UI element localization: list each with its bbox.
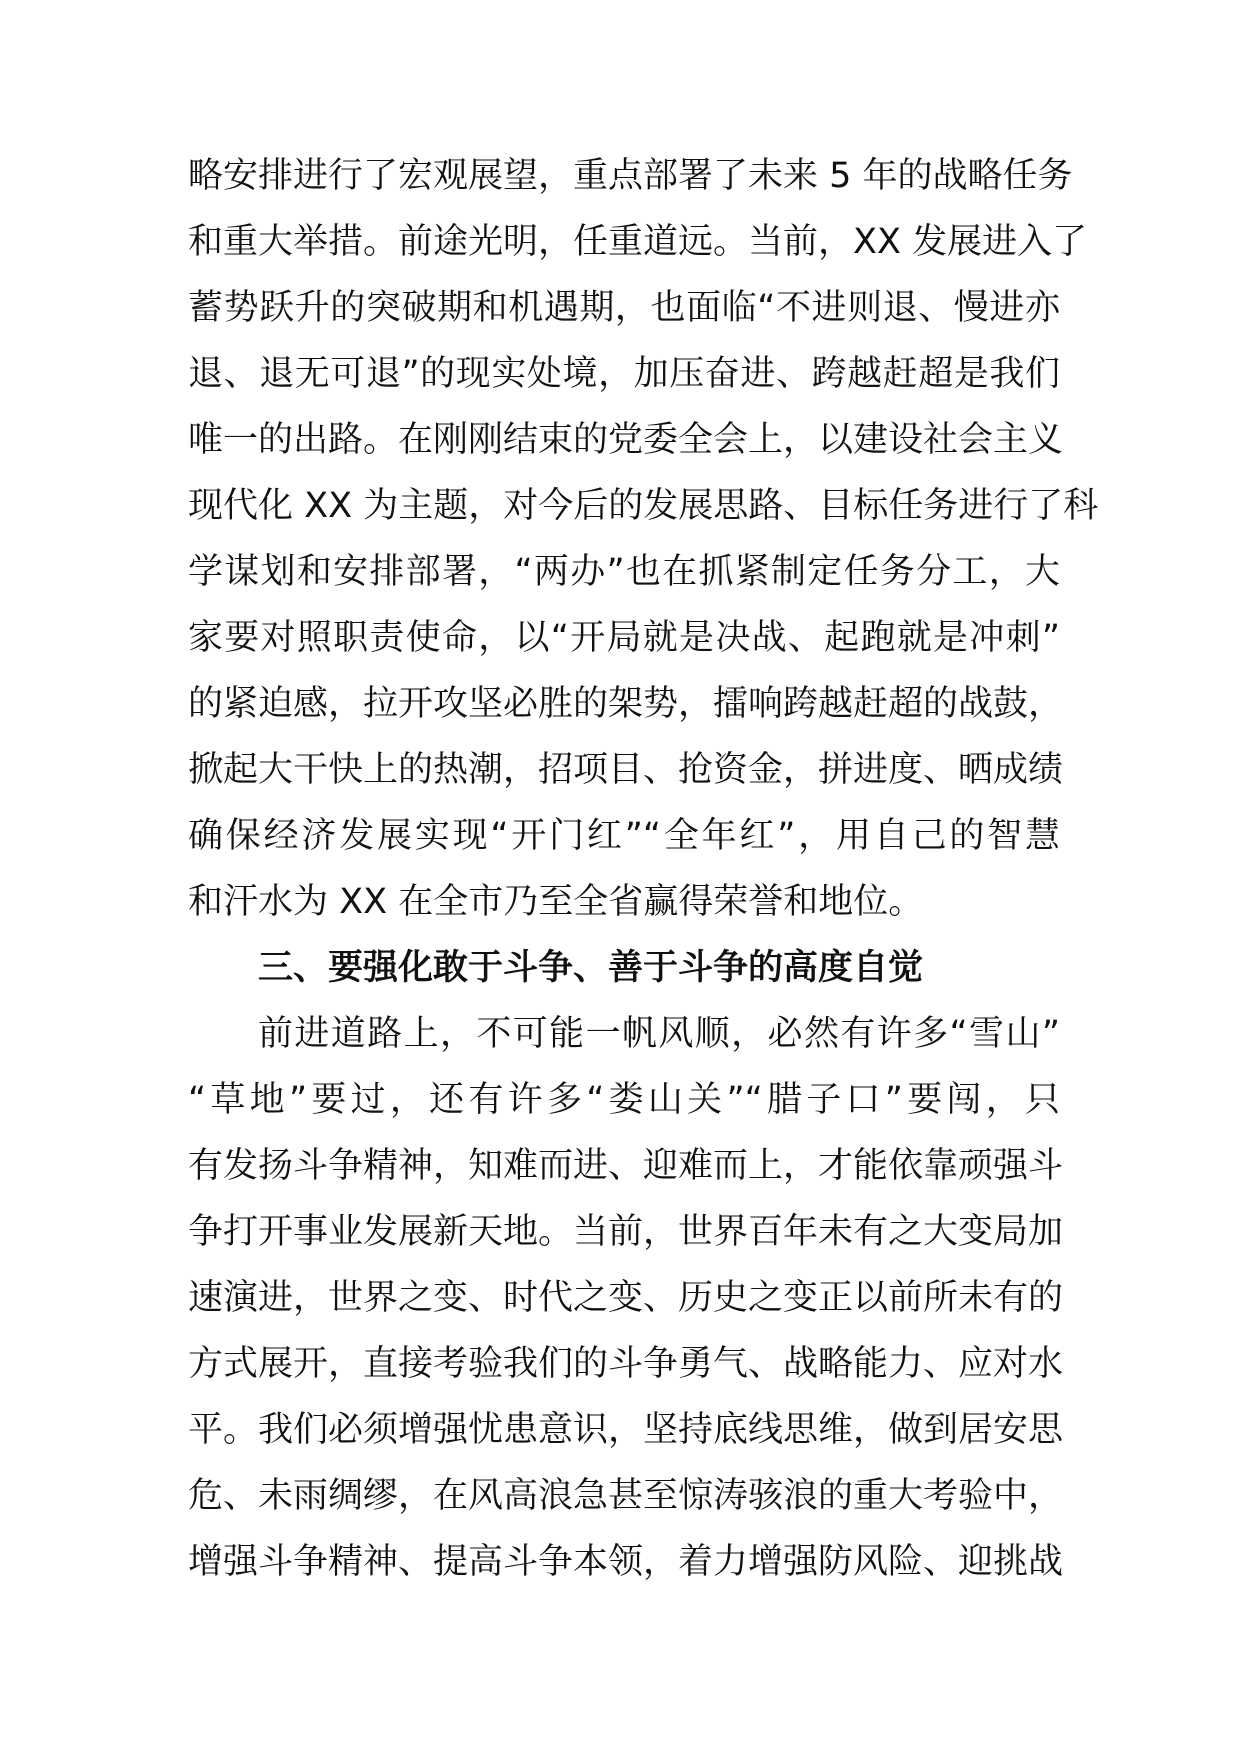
paragraph-line: 唯一的出路。在刚刚结束的党委全会上，以建设社会主义: [188, 420, 1064, 460]
paragraph-line: 争打开事业发展新天地。当前，世界百年未有之大变局加: [188, 1212, 1064, 1252]
paragraph-line: 有发扬斗争精神，知难而进、迎难而上，才能依靠顽强斗: [188, 1146, 1064, 1186]
paragraph-line: 和汗水为 XX 在全市乃至全省赢得荣誉和地位。: [188, 882, 924, 922]
paragraph-line: 略安排进行了宏观展望，重点部署了未来 5 年的战略任务: [188, 156, 1073, 196]
paragraph-line: 危、未雨绸缪，在风高浪急甚至惊涛骇浪的重大考验中，: [188, 1476, 1064, 1516]
paragraph-line: 的紧迫感，拉开攻坚必胜的架势，擂响跨越赶超的战鼓，: [188, 684, 1064, 724]
paragraph-line: 增强斗争精神、提高斗争本领，着力增强防风险、迎挑战: [188, 1542, 1064, 1582]
paragraph-line: 家要对照职责使命，以“开局就是决战、起跑就是冲刺”: [188, 618, 1060, 658]
paragraph-line: “草地”要过，还有许多“娄山关”“腊子口”要闯，只: [188, 1080, 1060, 1120]
paragraph-line: 蓄势跃升的突破期和机遇期，也面临“不进则退、慢进亦: [188, 288, 1060, 328]
paragraph-line: 确保经济发展实现“开门红”“全年红”，用自己的智慧: [188, 816, 1060, 856]
paragraph-line: 前进道路上，不可能一帆风顺，必然有许多“雪山”: [258, 1014, 1060, 1054]
paragraph-line: 退、退无可退”的现实处境，加压奋进、跨越赶超是我们: [188, 354, 1060, 394]
section-heading: 三、要强化敢于斗争、善于斗争的高度自觉: [258, 948, 924, 988]
paragraph-line: 学谋划和安排部署，“两办”也在抓紧制定任务分工，大: [188, 552, 1060, 592]
paragraph-line: 和重大举措。前途光明，任重道远。当前，XX 发展进入了: [188, 222, 1088, 262]
paragraph-line: 现代化 XX 为主题，对今后的发展思路、目标任务进行了科: [188, 486, 1099, 526]
paragraph-line: 方式展开，直接考验我们的斗争勇气、战略能力、应对水: [188, 1344, 1064, 1384]
paragraph-line: 速演进，世界之变、时代之变、历史之变正以前所未有的: [188, 1278, 1064, 1318]
paragraph-line: 平。我们必须增强忧患意识，坚持底线思维，做到居安思: [188, 1410, 1064, 1450]
paragraph-line: 掀起大干快上的热潮，招项目、抢资金，拼进度、晒成绩: [188, 750, 1064, 790]
